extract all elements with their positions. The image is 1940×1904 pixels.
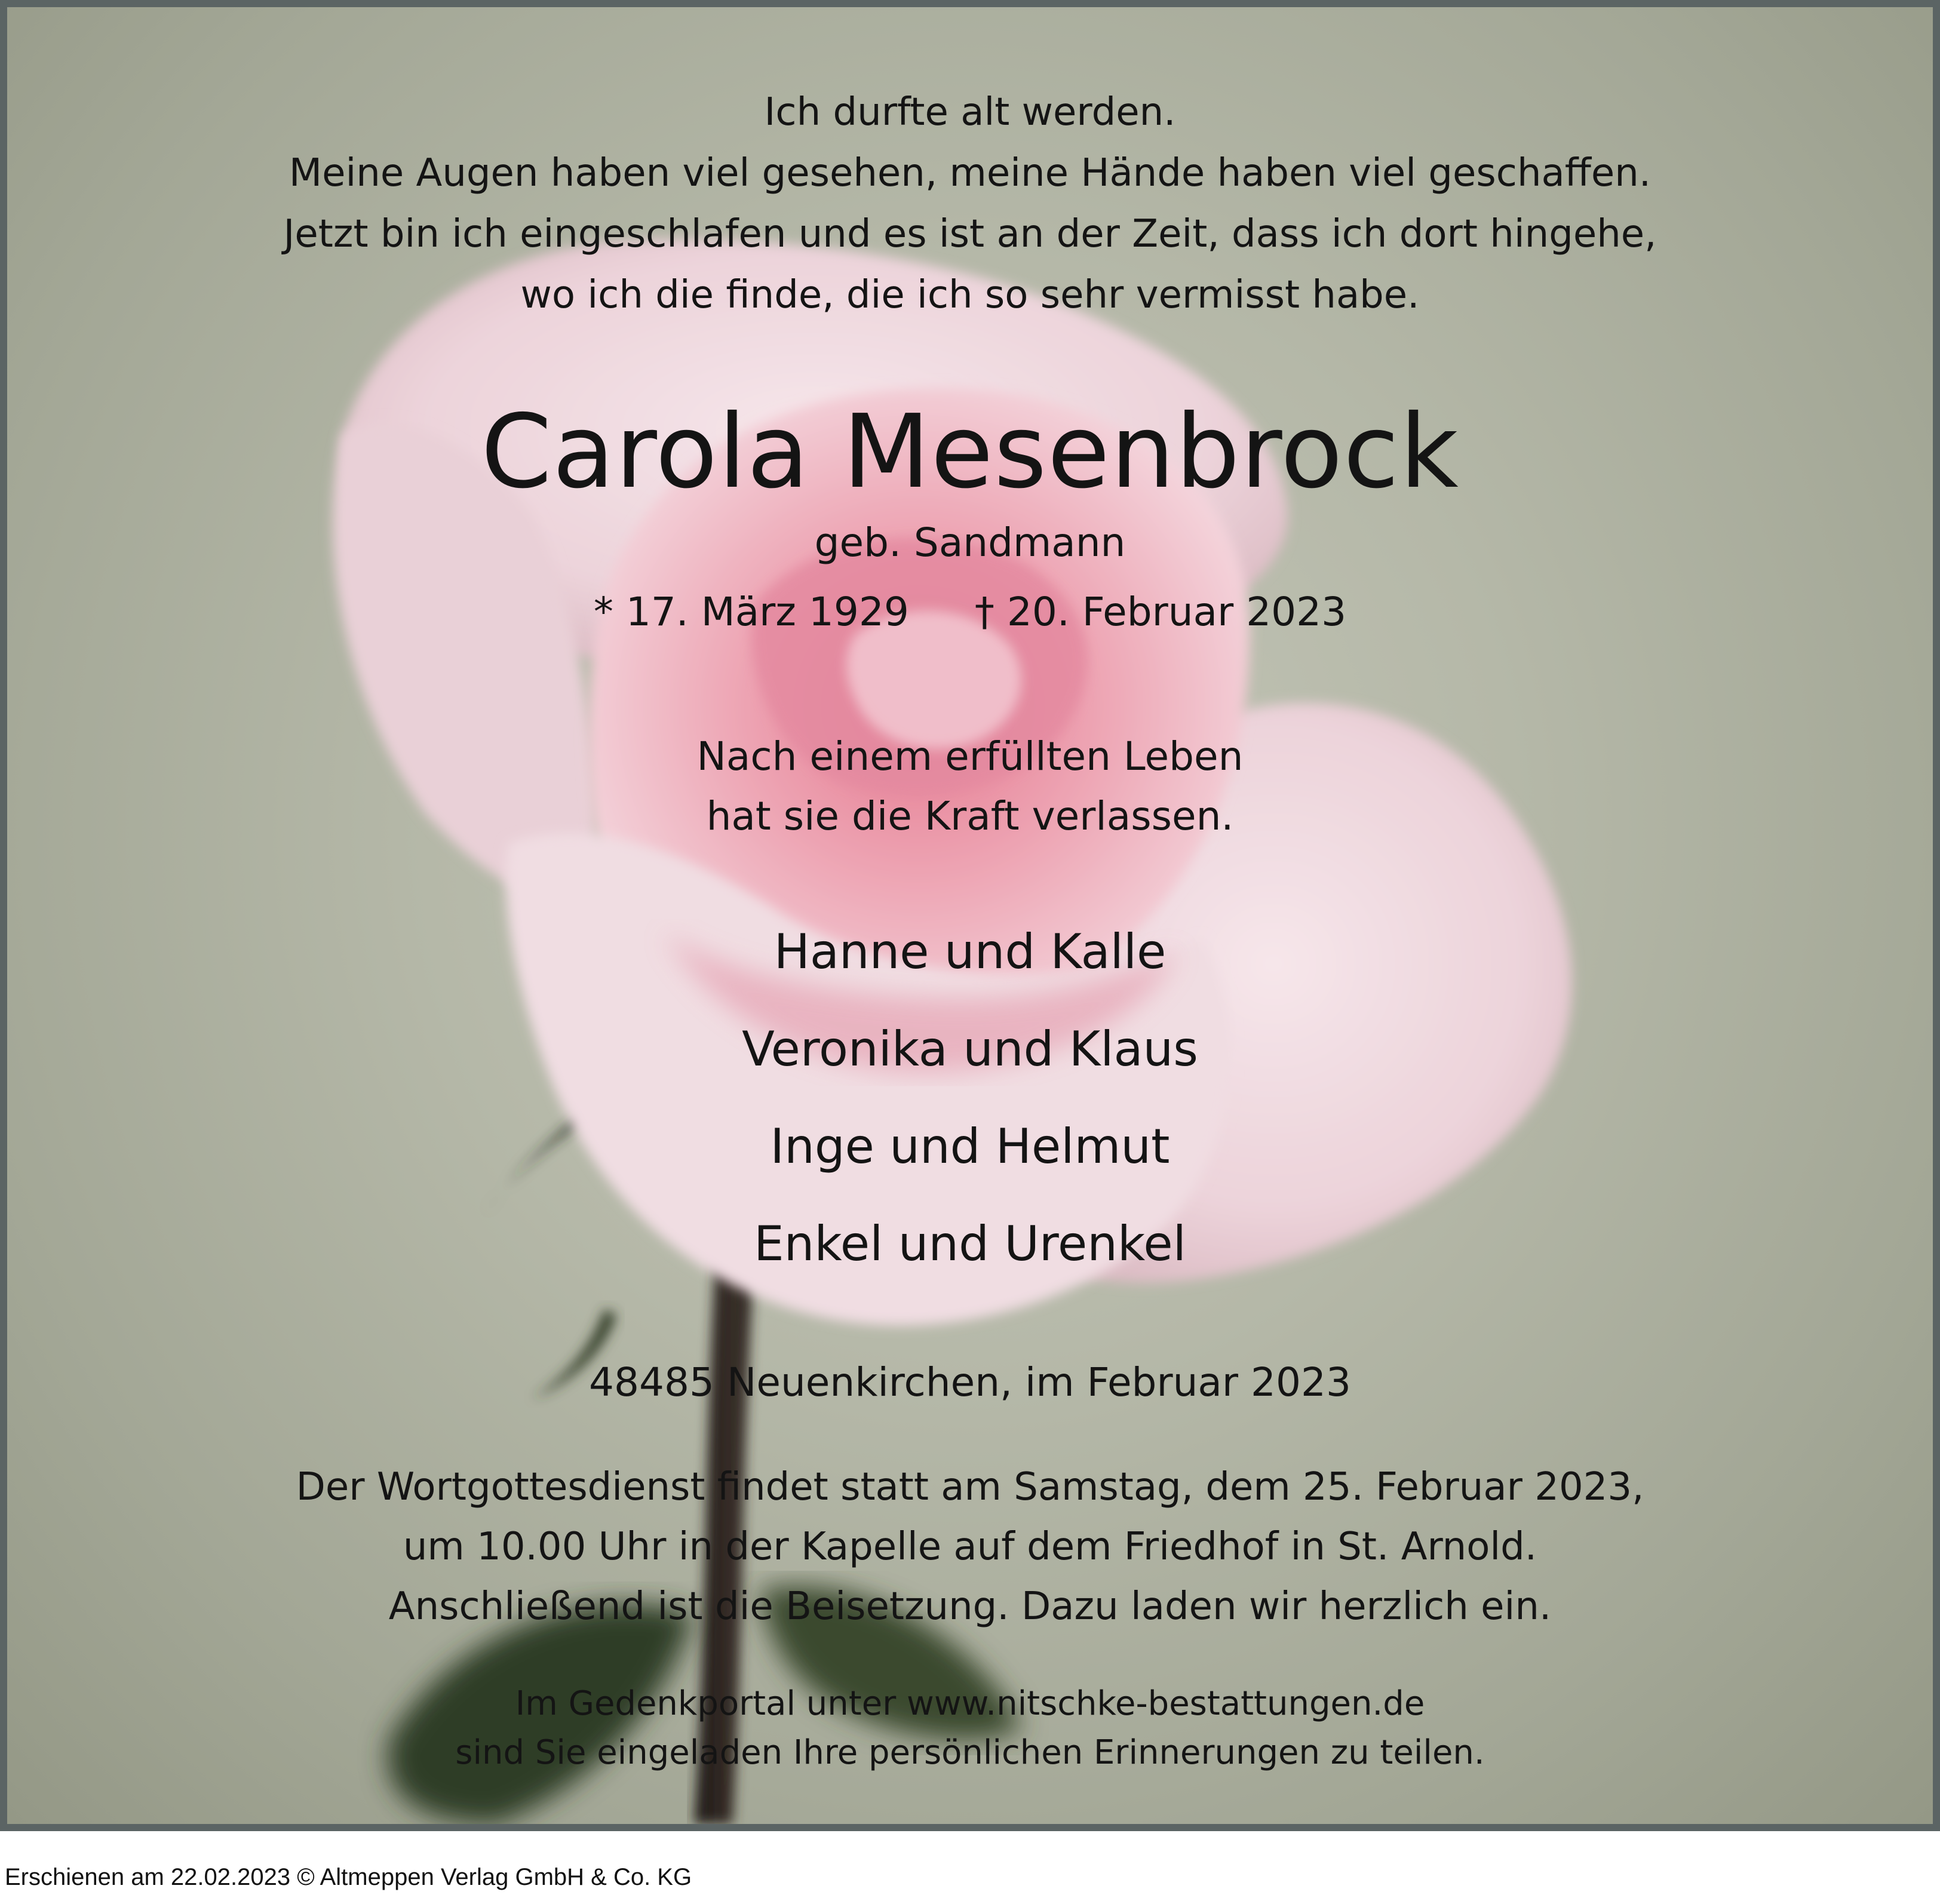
poem-line: Meine Augen haben viel gesehen, meine Hände haben viel geschaffen. — [288, 151, 1652, 195]
life-dates — [7, 585, 1933, 639]
portal-line: Im Gedenkportal unter www.nitschke-bestattungen.de — [515, 1684, 1425, 1723]
birth-date: * 17. März 1929 — [593, 589, 909, 635]
intro-line: hat sie die Kraft verlassen. — [706, 793, 1234, 839]
portal-line: sind Sie eingeladen Ihre persönlichen Erinnerungen zu teilen. — [455, 1733, 1485, 1772]
memorial-portal-note — [7, 1679, 1933, 1777]
mourner-entry: Inge und Helmut — [770, 1119, 1170, 1174]
poem-line: Jetzt bin ich eingeschlafen und es ist an der Zeit, dass ich dort hingehe, — [283, 212, 1657, 256]
mourner-entry: Veronika und Klaus — [742, 1021, 1198, 1077]
mourner-entry: Hanne und Kalle — [773, 924, 1167, 979]
service-line: um 10.00 Uhr in der Kapelle auf dem Friedhof in St. Arnold. — [403, 1525, 1537, 1569]
mourners-list — [7, 903, 1933, 1292]
deceased-name: Carola Mesenbrock — [481, 393, 1459, 511]
service-line: Anschließend ist die Beisetzung. Dazu laden wir herzlich ein. — [388, 1584, 1552, 1629]
intro-text — [7, 727, 1933, 846]
place-date: 48485 Neuenkirchen, im Februar 2023 — [589, 1359, 1351, 1405]
birth-name: geb. Sandmann — [814, 520, 1126, 566]
mourner-entry: Enkel und Urenkel — [754, 1216, 1186, 1272]
death-date: † 20. Februar 2023 — [974, 589, 1347, 635]
publication-footer: Erschienen am 22.02.2023 © Altmeppen Verlag GmbH & Co. KG — [5, 1864, 692, 1890]
service-line: Der Wortgottesdienst findet statt am Samstag, dem 25. Februar 2023, — [296, 1465, 1644, 1509]
poem — [7, 82, 1933, 325]
intro-line: Nach einem erfüllten Leben — [696, 733, 1244, 779]
poem-line: wo ich die finde, die ich so sehr vermisst habe. — [520, 273, 1420, 317]
poem-line: Ich durfte alt werden. — [764, 90, 1176, 134]
service-info — [7, 1457, 1933, 1636]
